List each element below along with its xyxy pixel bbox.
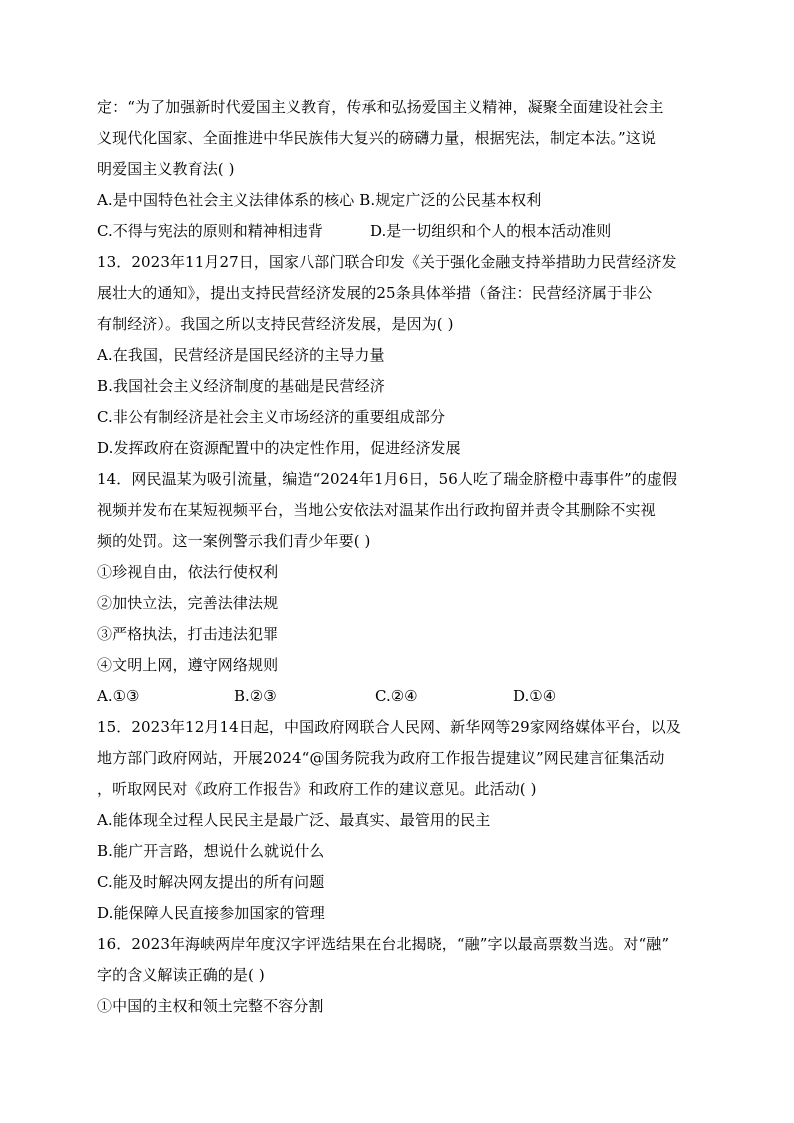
question-text-line: 字的含义解读正确的是( )	[97, 966, 265, 984]
choice-b: B.②③	[234, 687, 277, 705]
question-text-line: 定：“为了加强新时代爱国主义教育，传承和弘扬爱国主义精神，凝聚全面建设社会主	[97, 98, 664, 116]
question-16	[97, 929, 707, 1022]
question-text-line: 义现代化国家、全面推进中华民族伟大复兴的磅礴力量，根据宪法，制定本法。”这说	[97, 129, 656, 147]
question-text-line: 视频并发布在某短视频平台，当地公安依法对温某作出行政拘留并责令其删除不实视	[97, 501, 656, 519]
option-b: B.能广开言路，想说什么就说什么	[97, 842, 325, 860]
question-13	[97, 247, 707, 464]
option-d: D.能保障人民直接参加国家的管理	[97, 904, 325, 922]
question-text-line: 14．网民温某为吸引流量，编造“2024年1月6日，56人吃了瑞金脐橙中毒事件”的虚假	[97, 470, 678, 488]
question-text-line: 有制经济）。我国之所以支持民营经济发展，是因为( )	[97, 315, 454, 333]
choice-c: C.②④	[375, 687, 418, 705]
question-text-line: 16．2023年海峡两岸年度汉字评选结果在台北揭晓，“融”字以最高票数当选。对“融”	[97, 935, 670, 953]
question-text-line: 13．2023年11月27日，国家八部门联合印发《关于强化金融支持举措助力民营经济发	[97, 253, 677, 271]
option-d: D.是一切组织和个人的根本活动准则	[370, 222, 612, 240]
statement-item: ②加快立法，完善法律法规	[97, 594, 279, 612]
statement-item: ④文明上网，遵守网络规则	[97, 656, 279, 674]
option-ab: A.是中国特色社会主义法律体系的核心 B.规定广泛的公民基本权利	[97, 191, 542, 209]
question-text-line: 频的处罚。这一案例警示我们青少年要( )	[97, 532, 371, 550]
option-row-cd	[97, 216, 707, 247]
option-a: A.在我国，民营经济是国民经济的主导力量	[97, 346, 385, 364]
question-14	[97, 464, 707, 712]
question-12	[97, 92, 707, 247]
statement-item: ①中国的主权和领土完整不容分割	[97, 997, 324, 1015]
option-b: B.我国社会主义经济制度的基础是民营经济	[97, 377, 385, 395]
statement-item: ①珍视自由，依法行使权利	[97, 563, 279, 581]
option-c: C.非公有制经济是社会主义市场经济的重要组成部分	[97, 408, 446, 426]
option-c: C.能及时解决网友提出的所有问题	[97, 873, 325, 891]
question-text-line: 15．2023年12月14日起，中国政府网联合人民网、新华网等29家网络媒体平台，以及	[97, 718, 681, 736]
question-text-line: ，听取网民对《政府工作报告》和政府工作的建议意见。此活动( )	[97, 780, 537, 798]
exam-page	[97, 92, 707, 1022]
option-a: A.能体现全过程人民民主是最广泛、最真实、最管用的民主	[97, 811, 491, 829]
statement-item: ③严格执法，打击违法犯罪	[97, 625, 279, 643]
choice-a: A.①③	[97, 687, 140, 705]
question-text-line: 明爱国主义教育法( )	[97, 160, 235, 178]
question-15	[97, 712, 707, 929]
choice-row	[97, 681, 707, 712]
option-c: C.不得与宪法的原则和精神相违背	[97, 222, 323, 240]
option-d: D.发挥政府在资源配置中的决定性作用，促进经济发展	[97, 439, 461, 457]
question-text-line: 展壮大的通知》，提出支持民营经济发展的25条具体举措（备注：民营经济属于非公	[97, 284, 653, 302]
choice-d: D.①④	[513, 687, 557, 705]
question-text-line: 地方部门政府网站，开展2024“@国务院我为政府工作报告提建议”网民建言征集活动	[97, 749, 665, 767]
